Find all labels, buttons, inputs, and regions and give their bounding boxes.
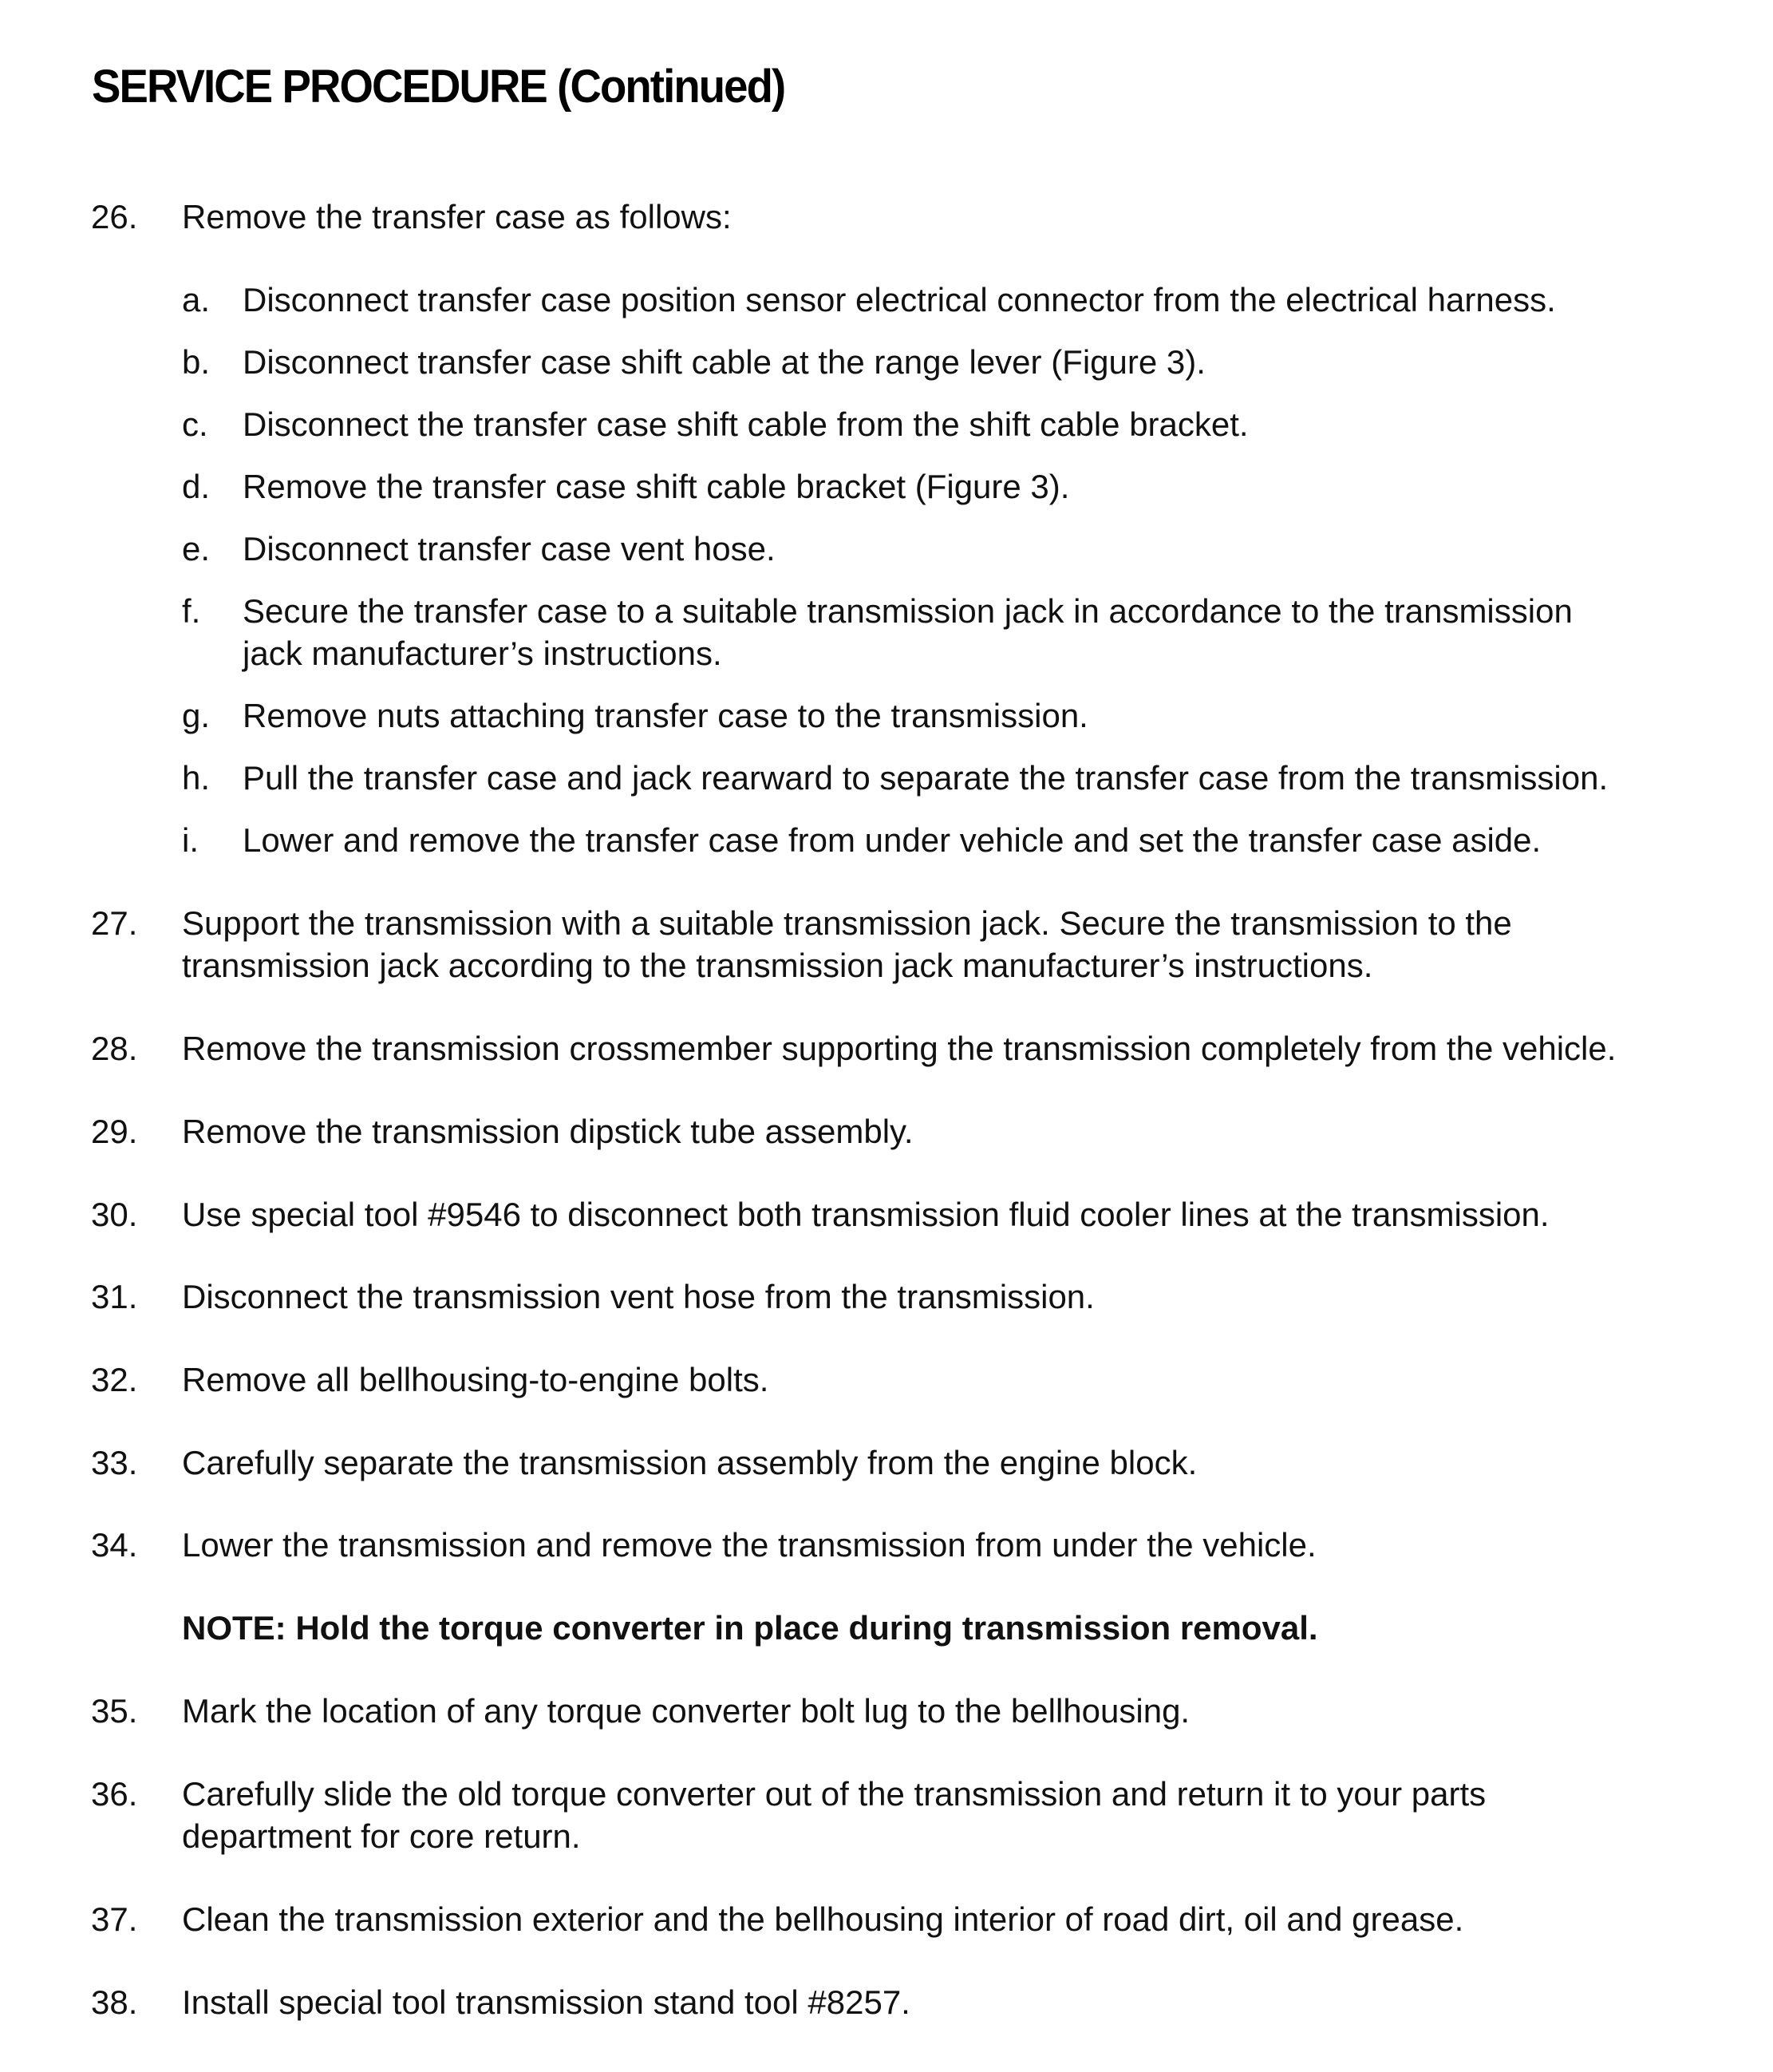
step-text: Mark the location of any torque converter bolt lug to the bellhousing. [182, 1692, 1191, 1730]
substep-text: Disconnect transfer case shift cable at the range lever (Figure 3). [243, 343, 1206, 381]
step-number: 33. [91, 1444, 138, 1481]
step-text-continued: department for core return. [182, 1817, 581, 1855]
substep-text: Remove the transfer case shift cable bracket (Figure 3). [243, 468, 1070, 505]
substep-text-continued: jack manufacturer’s instructions. [243, 635, 722, 672]
substep-text: Lower and remove the transfer case from under vehicle and set the transfer case aside. [243, 821, 1542, 859]
step-text: Remove all bellhousing-to-engine bolts. [182, 1361, 769, 1398]
step-number: 28. [91, 1030, 138, 1067]
step-number: 36. [91, 1775, 138, 1813]
substep-letter: i. [182, 821, 199, 859]
step-number: 38. [91, 1983, 138, 2021]
substep-text: Pull the transfer case and jack rearward to separate the transfer case from the transmission. [243, 759, 1609, 797]
step-text: Disconnect the transmission vent hose from the transmission. [182, 1278, 1095, 1315]
substep-letter: h. [182, 759, 211, 797]
step-text: Lower the transmission and remove the transmission from under the vehicle. [182, 1526, 1317, 1564]
step-number: 30. [91, 1196, 138, 1233]
substep-letter: d. [182, 468, 211, 505]
substep-letter: g. [182, 697, 211, 734]
step-number: 31. [91, 1278, 138, 1315]
page-heading: SERVICE PROCEDURE (Continued) [92, 61, 785, 113]
step-number: 35. [91, 1692, 138, 1730]
step-text: Install special tool transmission stand tool #8257. [182, 1983, 910, 2021]
step-text: Remove the transmission crossmember supporting the transmission completely from the vehicle. [182, 1030, 1617, 1067]
step-text: Carefully separate the transmission assembly from the engine block. [182, 1444, 1198, 1481]
step-text: Clean the transmission exterior and the bellhousing interior of road dirt, oil and grease. [182, 1900, 1464, 1938]
step-text: Use special tool #9546 to disconnect both transmission fluid cooler lines at the transmission. [182, 1196, 1550, 1233]
substep-letter: f. [182, 592, 201, 630]
step-text: Remove the transmission dipstick tube assembly. [182, 1113, 914, 1150]
substep-letter: c. [182, 405, 208, 443]
step-number: 32. [91, 1361, 138, 1398]
substep-letter: e. [182, 530, 211, 567]
step-text: Carefully slide the old torque converter out of the transmission and return it to your parts [182, 1775, 1487, 1813]
substep-text: Disconnect transfer case position sensor electrical connector from the electrical harness. [243, 281, 1556, 318]
substep-text: Remove nuts attaching transfer case to the transmission. [243, 697, 1088, 734]
note-text: NOTE: Hold the torque converter in place during transmission removal. [182, 1609, 1318, 1647]
substep-text: Disconnect transfer case vent hose. [243, 530, 776, 567]
step-number: 37. [91, 1900, 138, 1938]
step-text-continued: transmission jack according to the transmission jack manufacturer’s instructions. [182, 947, 1373, 984]
step-text: Remove the transfer case as follows: [182, 198, 732, 235]
step-number: 27. [91, 904, 138, 942]
substep-text: Disconnect the transfer case shift cable from the shift cable bracket. [243, 405, 1249, 443]
step-text: Support the transmission with a suitable transmission jack. Secure the transmission to the [182, 904, 1512, 942]
step-number: 26. [91, 198, 138, 235]
substep-letter: b. [182, 343, 211, 381]
substep-letter: a. [182, 281, 211, 318]
substep-text: Secure the transfer case to a suitable transmission jack in accordance to the transmission [243, 592, 1573, 630]
step-number: 34. [91, 1526, 138, 1564]
step-number: 29. [91, 1113, 138, 1150]
